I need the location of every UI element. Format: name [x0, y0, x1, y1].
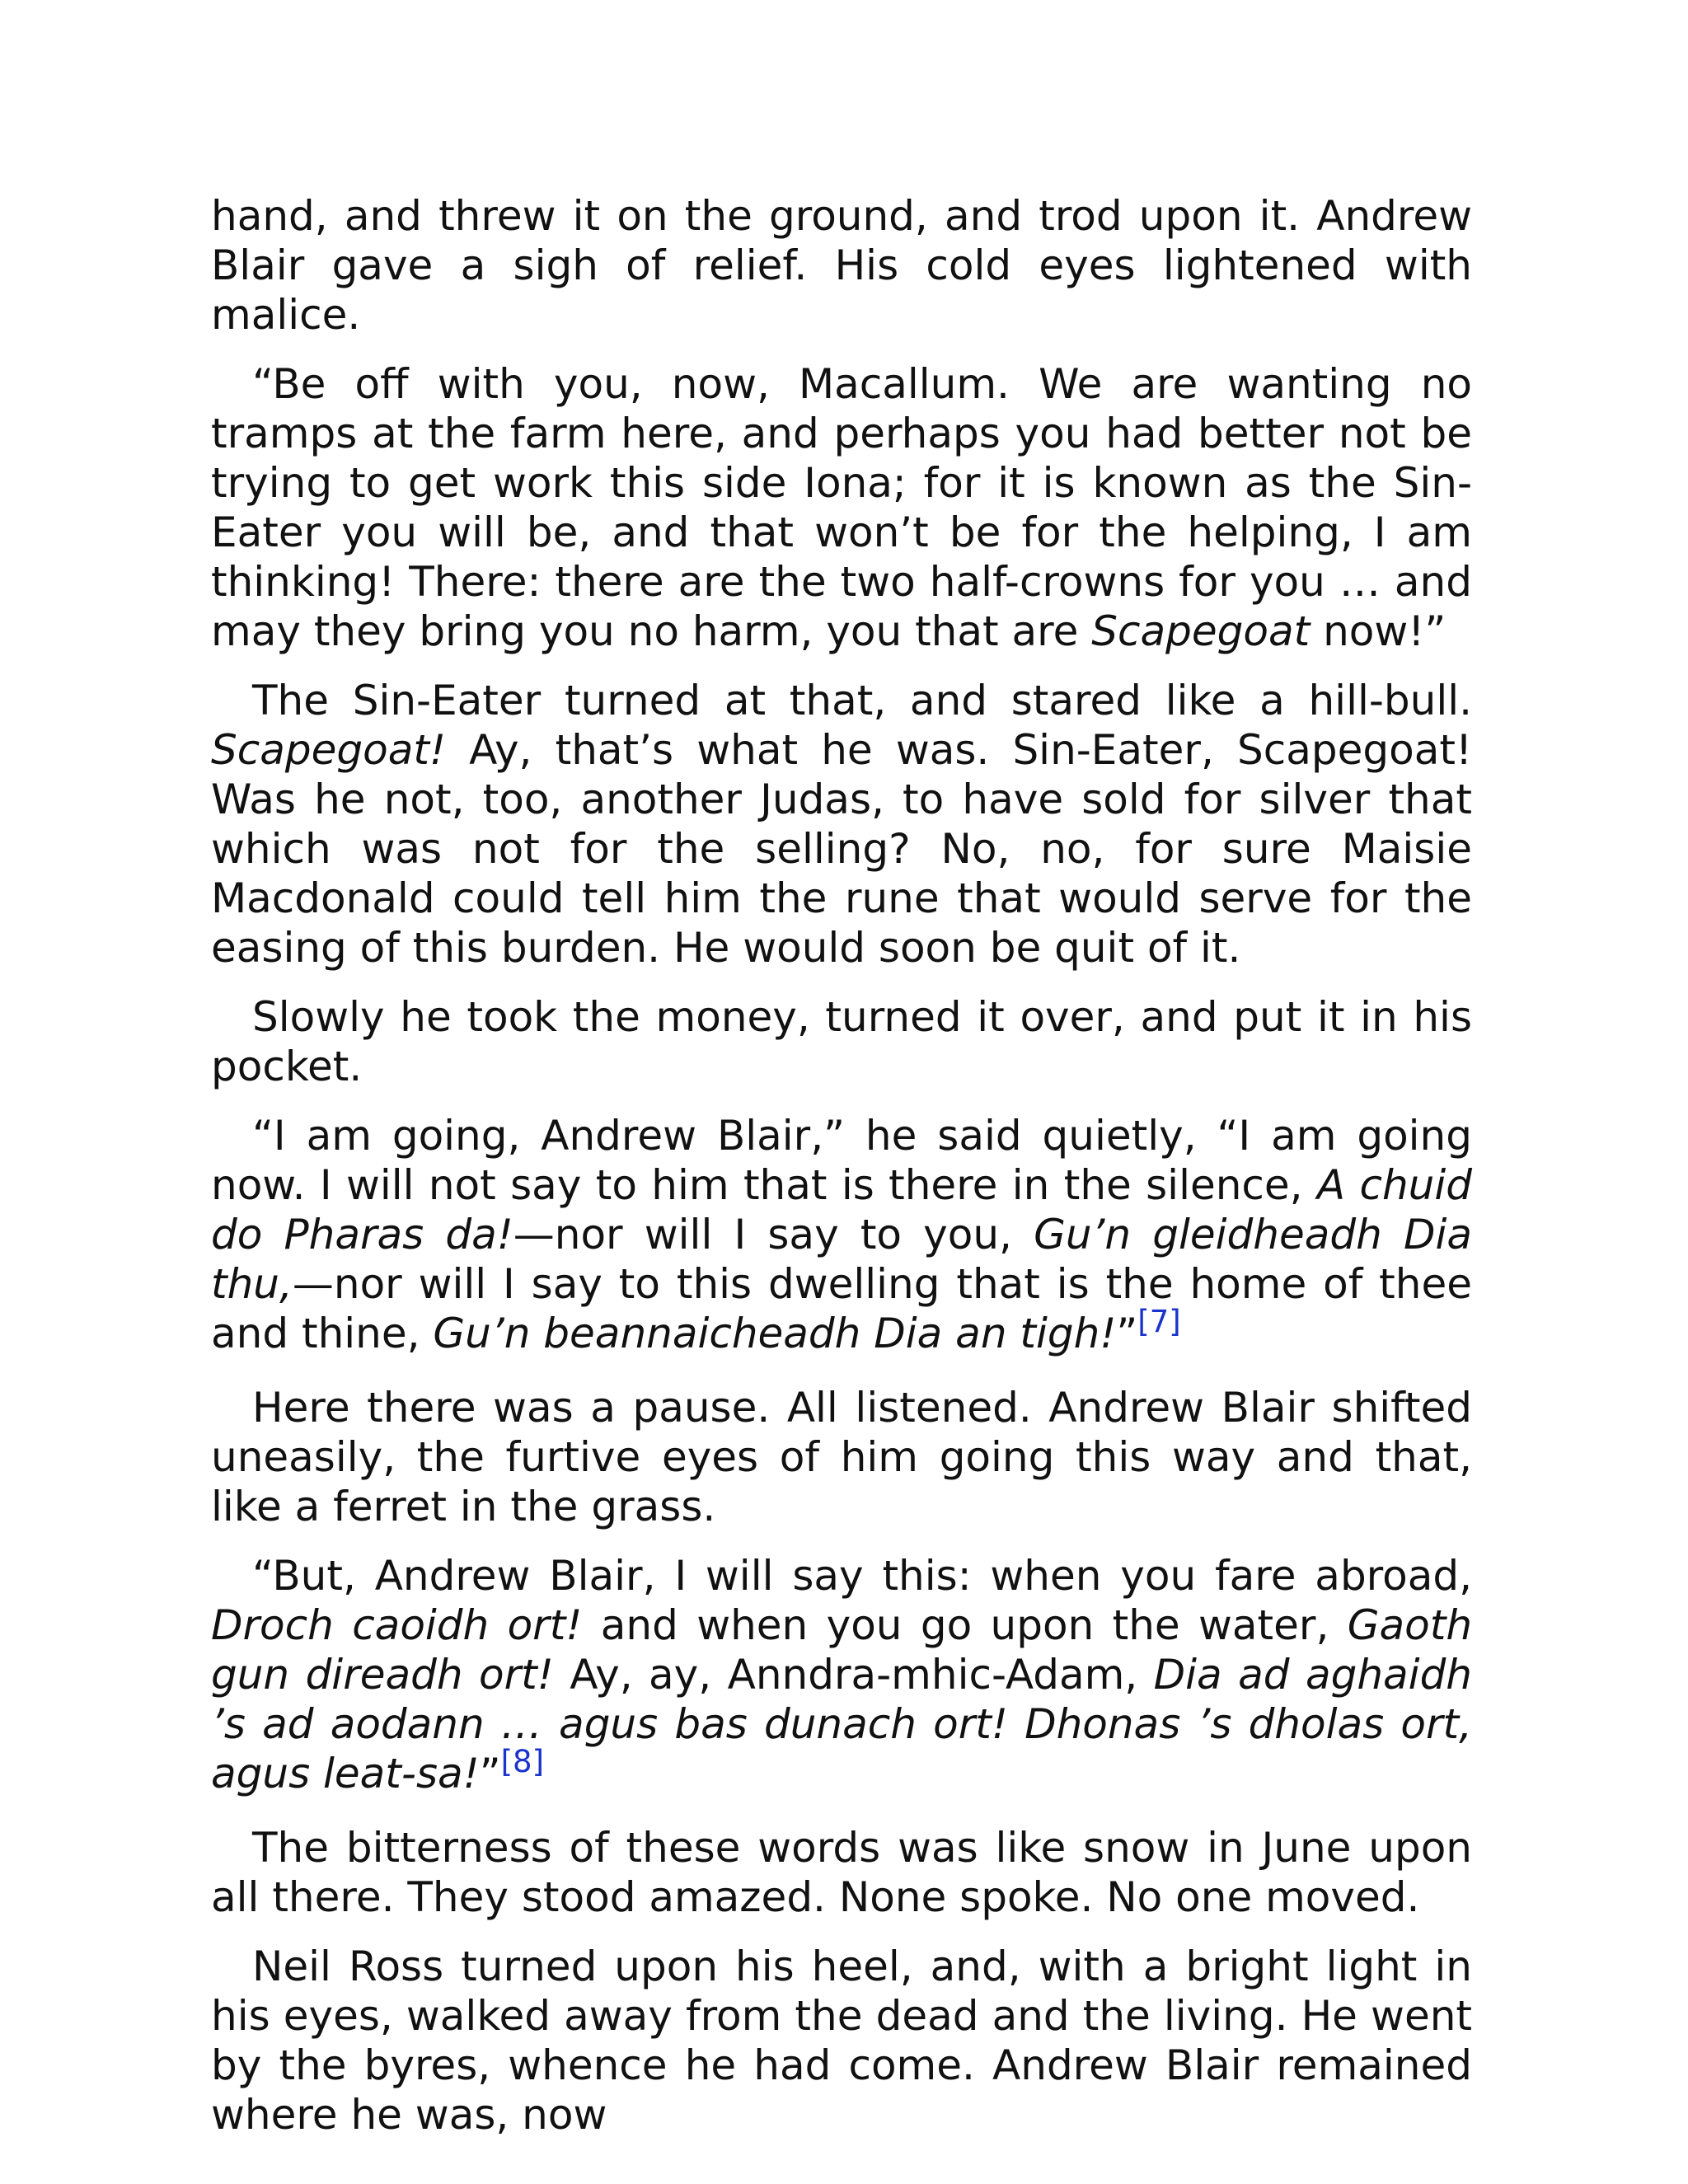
text-run: Slowly he took the money, turned it over, and put it in his pocket. — [211, 993, 1472, 1090]
text-run: —nor will I say to you, — [513, 1211, 1034, 1258]
text-run: The bitterness of these words was like snow in June upon all there. They stood amazed. None spoke. No one moved. — [211, 1824, 1472, 1921]
text-run: ” — [1116, 1310, 1138, 1357]
text-run: ” — [479, 1750, 501, 1797]
italic-phrase: Dia ad aghaidh ’s ad aodann … agus bas dunach ort! Dhonas ’s dholas ort, agus leat-sa! — [211, 1651, 1472, 1797]
text-run: and when you go upon the water, — [582, 1601, 1348, 1649]
italic-phrase: A chuid do Pharas da! — [211, 1161, 1472, 1258]
italic-phrase: Gu’n beannaicheadh Dia an tigh! — [433, 1310, 1117, 1357]
italic-phrase: Scapegoat! — [211, 726, 446, 774]
italic-phrase: Scapegoat — [1091, 607, 1311, 655]
paragraph-3 — [211, 676, 1472, 972]
text-run: now!” — [1310, 607, 1447, 655]
text-run: Ay, that’s what he was. Sin-Eater, Scapegoat! Was he not, too, another Judas, to have sold for silver that which was not for the selling? No, no, for sure Maisie Macdonald could tell him the rune that would serve for the easing of this burden. He would soon be quit of it. — [211, 726, 1472, 972]
text-run: —nor will I say to this dwelling that is the home of thee and thine, — [211, 1260, 1472, 1357]
text-run: Here there was a pause. All listened. Andrew Blair shifted uneasily, the furtive eyes of him going this way and that, like a ferret in the grass. — [211, 1384, 1472, 1530]
text-run: “I am going, Andrew Blair,” he said quietly, “I am going now. I will not say to him that is there in the silence, — [211, 1112, 1472, 1209]
text-run: Neil Ross turned upon his heel, and, with a bright light in his eyes, walked away from the dead and the living. He went by the byres, whence he had come. Andrew Blair remained where he was, now — [211, 1943, 1472, 2139]
paragraph-1 — [211, 191, 1472, 340]
paragraph-4 — [211, 992, 1472, 1091]
text-run: Ay, ay, Anndra-mhic-Adam, — [553, 1651, 1154, 1699]
text-run: “Be off with you, now, Macallum. We are wanting no tramps at the farm here, and perhaps you had better not be trying to get work this side Iona; for it is known as the Sin-Eater you will be, and that won’t be for the helping, I am thinking! There: there are the two half-crowns for you … and may they bring you no harm, you that are — [211, 360, 1472, 655]
paragraph-9 — [211, 1942, 1472, 2139]
footnote-link[interactable]: [7] — [1137, 1304, 1181, 1339]
book-page — [211, 191, 1472, 2159]
italic-phrase: Gu’n gleidheadh Dia thu, — [211, 1211, 1472, 1308]
italic-phrase: Gaoth gun direadh ort! — [211, 1601, 1473, 1699]
paragraph-2 — [211, 359, 1472, 656]
paragraph-5 — [211, 1111, 1472, 1358]
paragraph-7 — [211, 1551, 1472, 1798]
text-run: “But, Andrew Blair, I will say this: when you fare abroad, — [252, 1552, 1472, 1600]
italic-phrase: Droch caoidh ort! — [211, 1601, 583, 1649]
text-run: hand, and threw it on the ground, and trod upon it. Andrew Blair gave a sigh of relief. His cold eyes lightened with malice. — [211, 192, 1472, 339]
paragraph-8 — [211, 1823, 1472, 1922]
footnote-link[interactable]: [8] — [500, 1744, 545, 1779]
text-run: The Sin-Eater turned at that, and stared like a hill-bull. — [252, 677, 1472, 724]
paragraph-6 — [211, 1383, 1472, 1531]
